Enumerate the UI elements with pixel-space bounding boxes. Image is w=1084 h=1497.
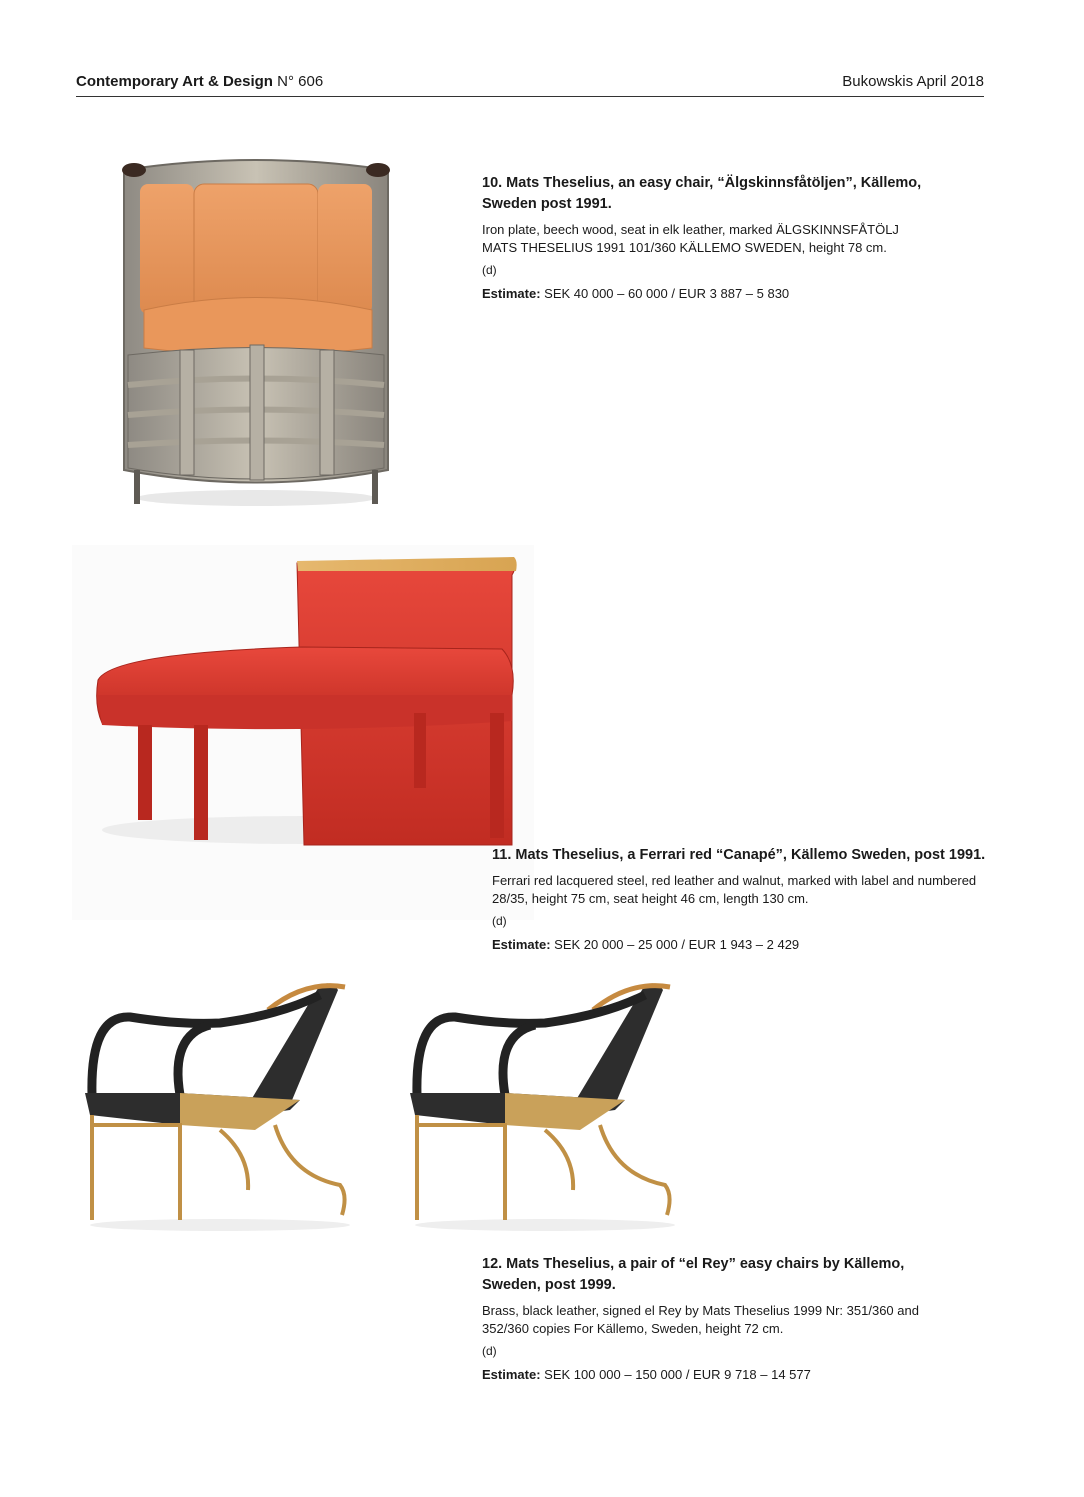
lot-condition: (d) xyxy=(482,1344,497,1358)
lot-description: Ferrari red lacquered steel, red leather and walnut, marked with label and numbered 28/35, height 75 cm, seat height 46 cm, length 130 cm. xyxy=(492,873,977,906)
lot-11-photo xyxy=(72,545,534,920)
lot-condition: (d) xyxy=(492,914,507,928)
lot-estimate xyxy=(482,1366,932,1384)
lot-10-photo xyxy=(96,150,426,520)
page-header xyxy=(76,70,984,97)
estimate-label: Estimate: xyxy=(482,286,541,301)
lot-title: 11. Mats Theselius, a Ferrari red “Canapé”, Källemo Sweden, post 1991. xyxy=(492,847,986,863)
lot-estimate xyxy=(492,936,992,954)
estimate-label: Estimate: xyxy=(482,1367,541,1382)
catalogue-title-bold: Contemporary Art & Design xyxy=(76,73,273,90)
lot-12-photo-left xyxy=(70,975,370,1235)
auction-date: Bukowskis April 2018 xyxy=(842,73,984,90)
lot-title: 10. Mats Theselius, an easy chair, “Älgskinnsfåtöljen”, Källemo, Sweden post 1991. xyxy=(482,175,922,212)
lot-description: Iron plate, beech wood, seat in elk leather, marked ÄLGSKINNSFÅTÖLJ MATS THESELIUS 1991 101/360 KÄLLEMO SWEDEN, height 78 cm. xyxy=(482,222,899,255)
lot-title: 12. Mats Theselius, a pair of “el Rey” easy chairs by Källemo, Sweden, post 1999. xyxy=(482,1256,905,1293)
lot-estimate xyxy=(482,285,932,303)
estimate-value: SEK 40 000 – 60 000 / EUR 3 887 – 5 830 xyxy=(540,286,790,301)
lot-12 xyxy=(482,1254,932,1384)
lot-condition: (d) xyxy=(482,263,497,277)
lot-11 xyxy=(492,845,992,954)
catalogue-number: N° 606 xyxy=(272,73,324,90)
estimate-label: Estimate: xyxy=(492,937,551,952)
estimate-value: SEK 20 000 – 25 000 / EUR 1 943 – 2 429 xyxy=(550,937,800,952)
estimate-value: SEK 100 000 – 150 000 / EUR 9 718 – 14 577 xyxy=(540,1367,811,1382)
lot-10 xyxy=(482,173,932,303)
catalogue-title xyxy=(76,70,323,94)
lot-description: Brass, black leather, signed el Rey by Mats Theselius 1999 Nr: 351/360 and 352/360 copies For Källemo, Sweden, height 72 cm. xyxy=(482,1303,919,1336)
lot-12-photo-right xyxy=(395,975,695,1235)
